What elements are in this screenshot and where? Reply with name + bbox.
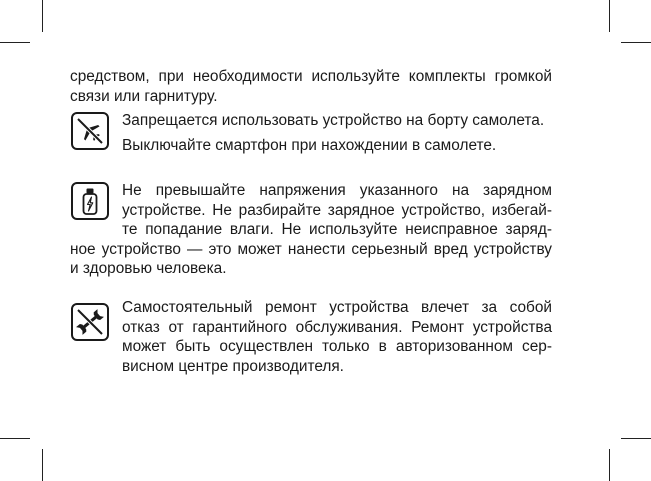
crop-mark-bottom-right-vertical [609, 449, 610, 481]
airplane-line-1: Запрещается использовать устройство на борту самолета. [122, 112, 545, 129]
charger-line-5: и здоровью человека. [70, 260, 227, 277]
repair-line-2: отказ от гарантийного обслуживания. Ремонт устройства [122, 318, 552, 336]
charger-paragraph-top [122, 181, 552, 240]
charger-line-1: Не превышайте напряжения указанного на зарядном [122, 182, 552, 199]
charger-line-4: ное устройство — это может нанести серьезный вред устройству [70, 240, 552, 258]
repair-paragraph [122, 298, 552, 376]
crop-mark-bottom-left-vertical [42, 449, 43, 481]
crop-mark-top-left-vertical [42, 0, 43, 32]
crop-mark-top-right-vertical [609, 0, 610, 32]
crop-mark-bottom-right-horizontal [621, 438, 651, 439]
intro-line-2: связи или гарнитуру. [70, 87, 218, 105]
intro-line-1: средством, при необходимости используйте комплекты громкой [70, 68, 552, 85]
repair-line-3: может быть осуществлен только в авторизованном сер- [122, 338, 552, 355]
charger-paragraph-bottom [70, 240, 552, 279]
crop-mark-top-left-horizontal [0, 42, 30, 43]
airplane-paragraph [122, 111, 552, 155]
charger-line-3: те попадание влаги. Не используйте неисправное заряд- [122, 221, 552, 238]
charger-line-2: устройстве. Не разбирайте зарядное устройство, избегай- [122, 201, 552, 219]
intro-paragraph [70, 67, 552, 106]
airplane-prohibited-icon [71, 112, 109, 150]
airplane-line-2: Выключайте смартфон при нахождении в самолете. [122, 136, 497, 154]
crop-mark-bottom-left-horizontal [0, 438, 30, 439]
repair-line-1: Самостоятельный ремонт устройства влечет за собой [122, 299, 552, 316]
repair-line-4: висном центре производителя. [122, 357, 344, 375]
no-repair-icon [71, 303, 109, 341]
charger-icon [71, 182, 109, 220]
crop-mark-top-right-horizontal [621, 42, 651, 43]
